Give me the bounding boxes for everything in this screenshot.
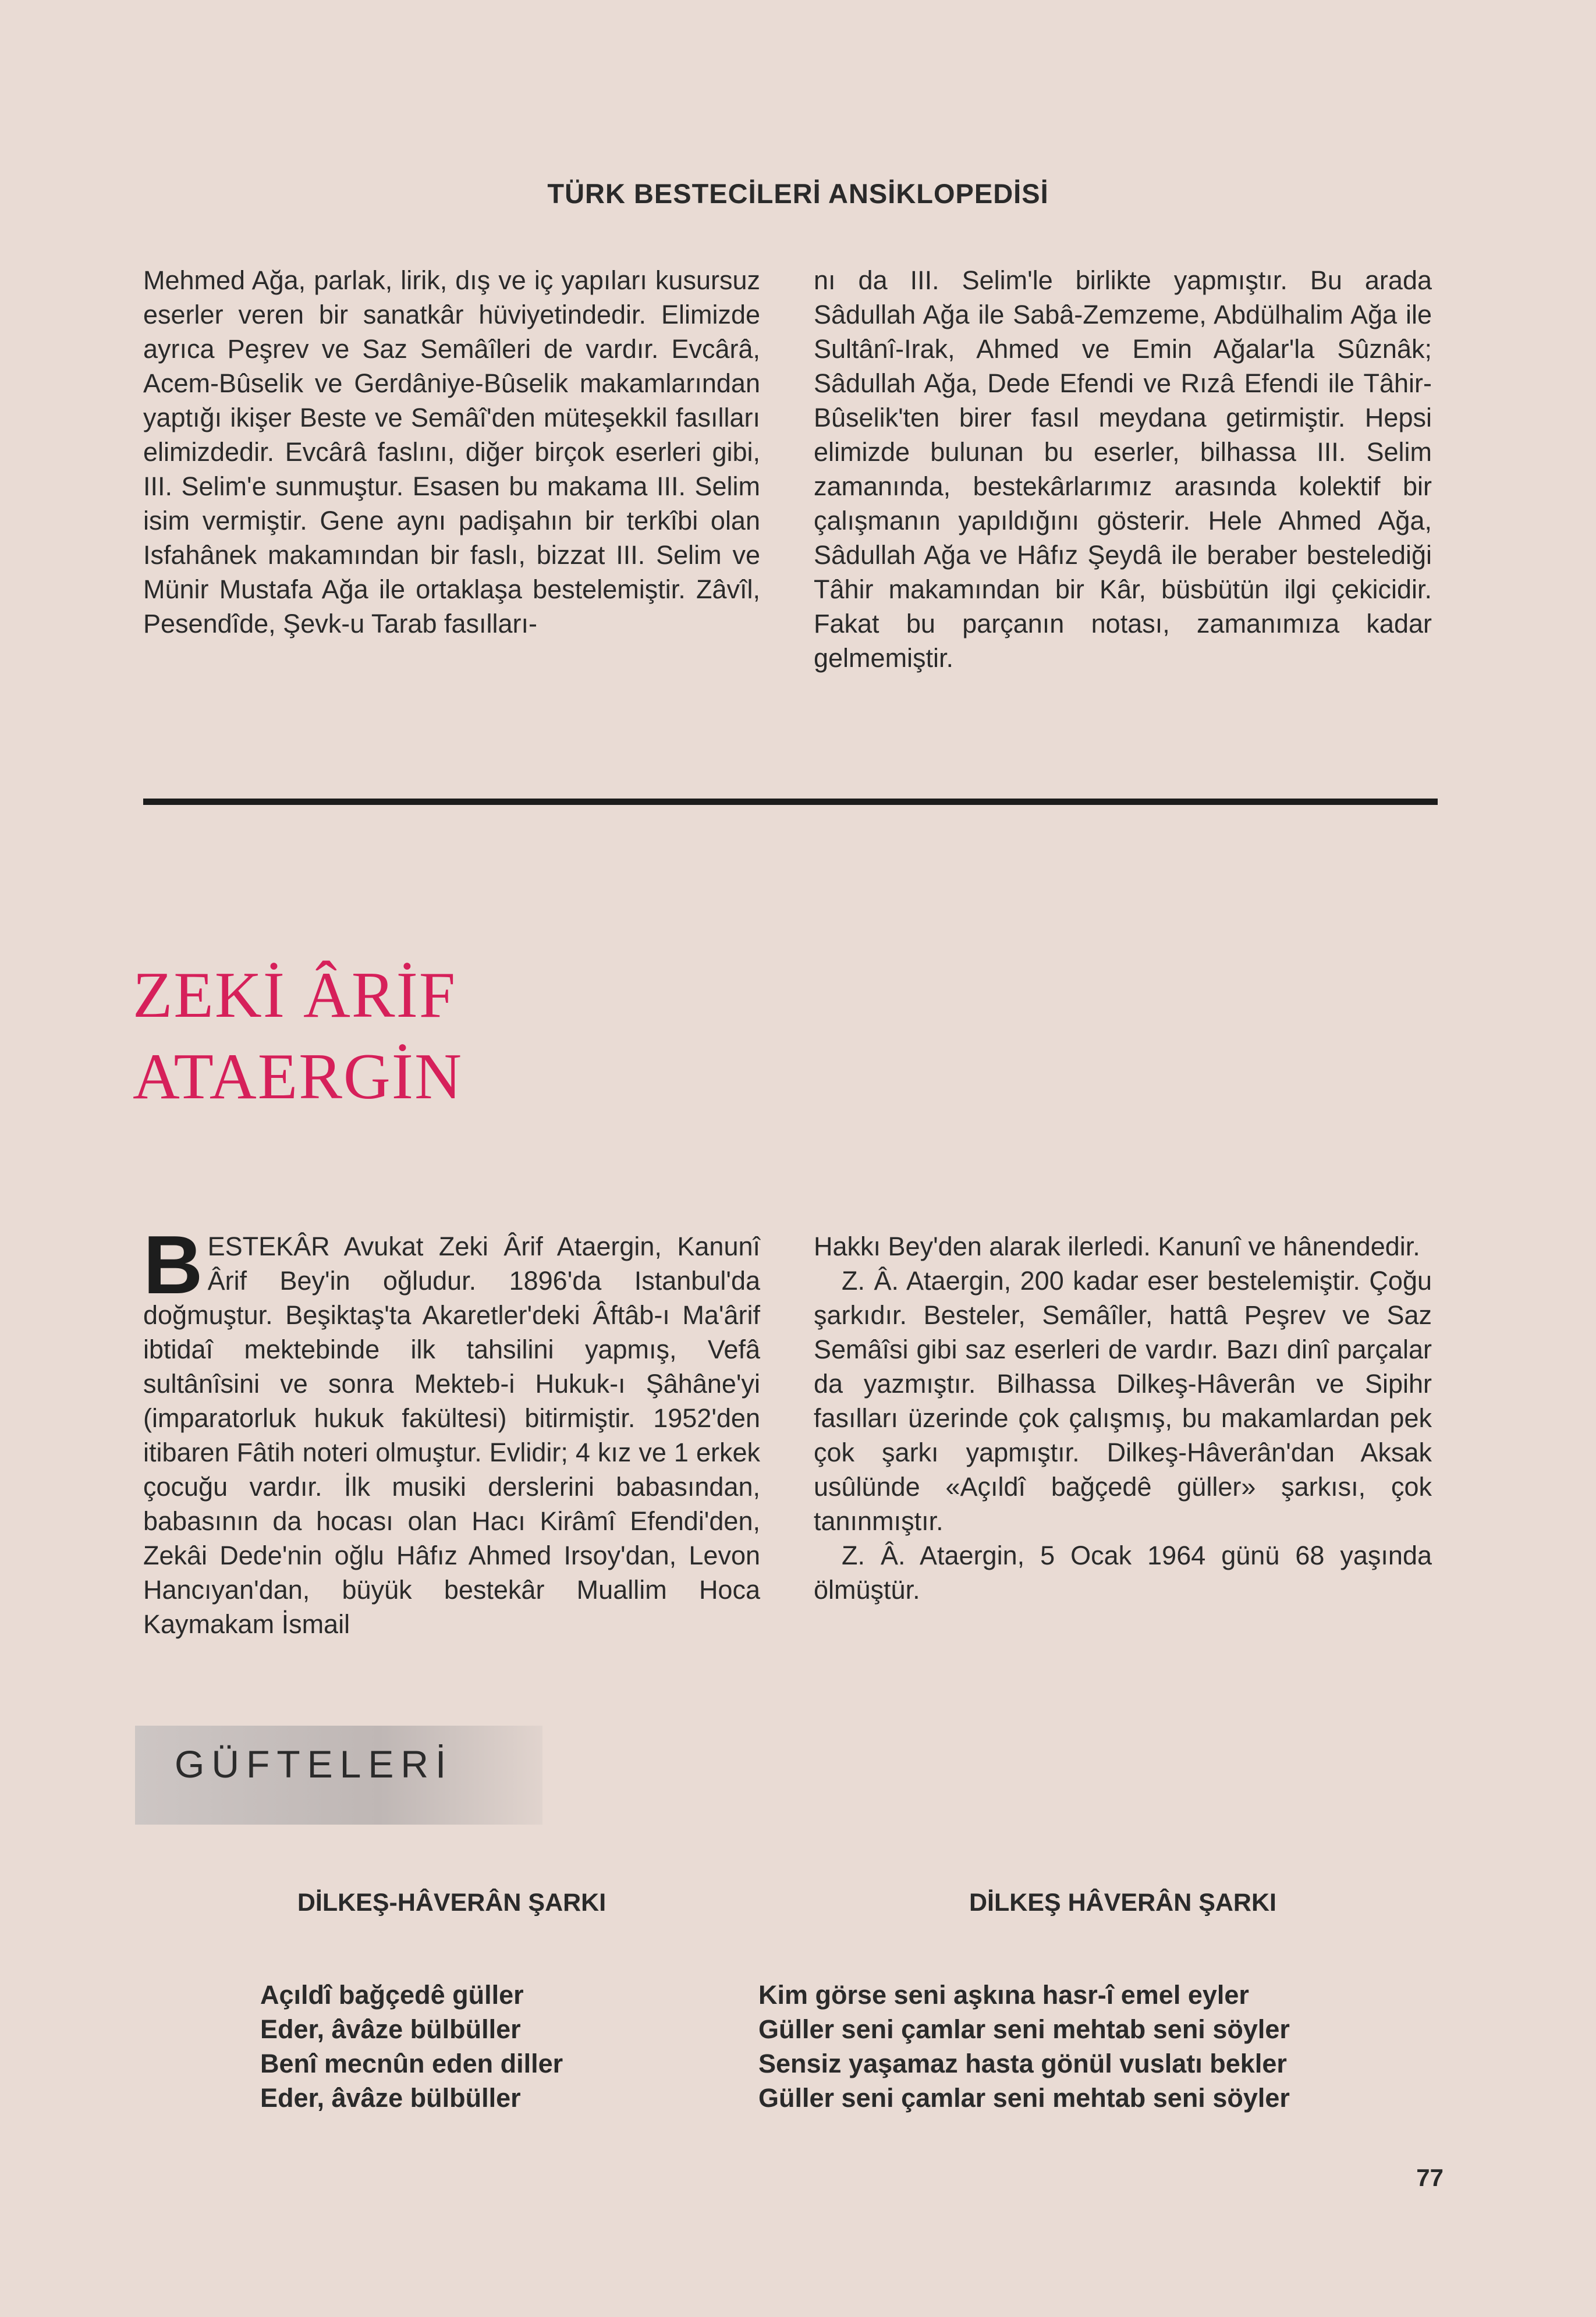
top-left-column [143,263,760,641]
top-right-text: nı da III. Selim'le birlikte yapmıştır. Bu arada Sâdullah Ağa ile Sabâ-Zemzeme, Abdülhalim Ağa ile Sultânî-Irak, Ahmed ve Emin Ağalar'la Sûznâk; Sâdullah Ağa, Dede Efendi ve Rızâ Efendi ile Tâhir-Bûselik'ten birer fasıl meydana getirmiştir. Hepsi elimizde bulunan bu eserler, bilhassa III. Selim zamanında, bestekârlarımız arasında kolektif bir çalışmanın yapıldığını gösterir. Hele Ahmed Ağa, Sâdullah Ağa ve Hâfız Şeydâ ile beraber bestelediği Tâhir makamından bir Kâr, büsbütün ilgi çekicidir. Fakat bu parçanın notası, zamanımıza kadar gelmemiştir. [814,265,1432,673]
top-left-text: Mehmed Ağa, parlak, lirik, dış ve iç yapıları kusursuz eserler veren bir sanatkâr hüviyetindedir. Elimizde ayrıca Peşrev ve Saz Semâîleri de vardır. Evcârâ, Acem-Bûselik ve Gerdâniye-Bûselik makamlarından yaptığı ikişer Beste ve Semâî'den müteşekkil fasılları elimizdedir. Evcârâ faslını, diğer birçok eserleri gibi, III. Selim'e sunmuştur. Esasen bu makama III. Selim isim vermiştir. Gene aynı padişahın bir terkîbi olan Isfahânek makamından bir faslı, bizzat III. Selim ve Münir Mustafa Ağa ile ortaklaşa bestelemiştir. Zâvîl, Pesendîde, Şevk-u Tarab fasılları- [143,265,760,638]
page-number: 77 [1416,2164,1444,2191]
poem-1 [260,1978,563,2115]
page-header: TÜRK BESTECİLERİ ANSİKLOPEDİSİ [547,178,1049,209]
poem-line: Açıldî bağçedê güller [260,1980,524,2010]
lyrics-section-title: GÜFTELERİ [175,1743,453,1786]
section-divider [143,799,1438,805]
biography-right-paragraph-2: Z. Â. Ataergin, 200 kadar eser bestelemiştir. Çoğu şarkıdır. Besteler, Semâîler, hattâ Peşrev ve Saz Semâîsi gibi saz eserleri de vardır. Bazı dinî parçalar da yazmıştır. Bilhassa Dilkeş-Hâverân ve Sipihr fasılları üzerinde çok çalışmış, bu makamlardan pek çok şarkı yapmıştır. Dilkeş-Hâverân'dan Aksak usûlünde «Açıldî bağçedê güller» şarkısı, çok tanınmıştır. [814,1266,1432,1536]
poem-line: Benî mecnûn eden diller [260,2049,563,2078]
poem-line: Kim görse seni aşkına hasr-î emel eyler [758,1980,1249,2010]
poem-line: Eder, âvâze bülbüller [260,2014,521,2044]
poem-line: Güller seni çamlar seni mehtab seni söyler [758,2014,1290,2044]
top-right-column [814,263,1432,675]
biography-left-body: ESTEKÂR Avukat Zeki Ârif Ataergin, Kanunî Ârif Bey'in oğludur. 1896'da Istanbul'da doğmuştur. Beşiktaş'ta Akaretler'deki Âftâb-ı Ma'ârif ibtidaî mektebinde ilk tahsilini yapmış, Vefâ sultânîsini ve sonra Mekteb-i Hukuk-ı Şâhâne'yi (imparatorluk hukuk fakültesi) bitirmiştir. 1952'den itibaren Fâtih noteri olmuştur. Evlidir; 4 kız ve 1 erkek çocuğu vardır. İlk musiki derslerini babasından, babasının da hocası olan Hacı Kirâmî Efendi'den, Zekâi Dede'nin oğlu Hâfız Ahmed Irsoy'dan, Levon Hancıyan'dan, büyük bestekâr Muallim Hoca Kaymakam İsmail [143,1232,760,1639]
biography-right-paragraph-3: Z. Â. Ataergin, 5 Ocak 1964 günü 68 yaşında ölmüştür. [814,1541,1432,1605]
poem-title-1: DİLKEŞ-HÂVERÂN ŞARKI [297,1889,607,1917]
biography-left-column [143,1219,760,1641]
poem-line: Güller seni çamlar seni mehtab seni söyler [758,2083,1290,2113]
biography-right-column [814,1229,1432,1607]
biography-left-text [143,1219,760,1641]
poem-line: Sensiz yaşamaz hasta gönül vuslatı bekler [758,2049,1287,2078]
lyrics-section-banner [135,1726,542,1825]
poem-title-2: DİLKEŞ HÂVERÂN ŞARKI [969,1889,1276,1917]
biography-name-line2: ATAERGİN [133,1041,463,1113]
drop-cap: B [143,1219,203,1311]
biography-name-line1: ZEKİ ÂRİF [133,959,457,1031]
biography-title [133,955,773,1117]
biography-right-paragraph-1: Hakkı Bey'den alarak ilerledi. Kanunî ve hânendedir. [814,1232,1420,1261]
poem-2 [758,1978,1290,2115]
poem-line: Eder, âvâze bülbüller [260,2083,521,2113]
